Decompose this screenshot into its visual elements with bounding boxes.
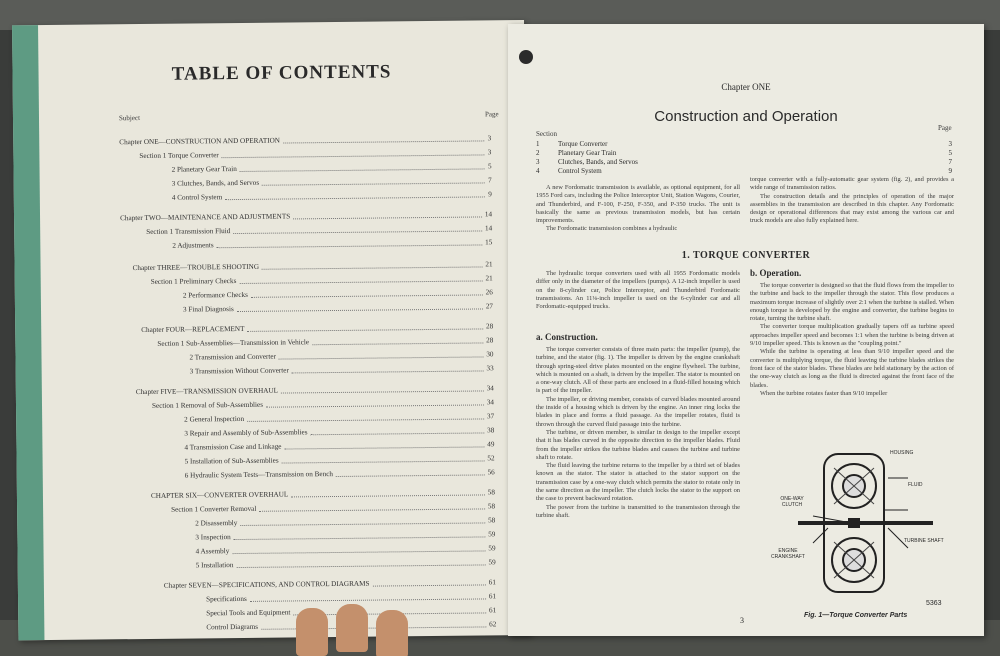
section-row <box>536 158 952 167</box>
toc-entry-page: 61 <box>488 592 497 601</box>
toc-entry-page: 15 <box>485 238 493 247</box>
torque-converter-figure <box>758 448 958 598</box>
toc-leader-dots <box>259 502 485 511</box>
toc-entry-page: 56 <box>487 468 495 477</box>
toc-entry-page: 38 <box>487 426 495 435</box>
toc-row <box>183 302 493 315</box>
section-heading: 1. TORQUE CONVERTER <box>681 250 811 261</box>
body-paragraph: The hydraulic torque converters used with all 1955 Fordomatic models differ only in the diameter of the impellers (pumps). A 12-inch impeller is used on the 8-cylinder car, Police Interceptor, and Thunderbird Fordomatic transmissions. An 11⅛-inch impeller is used on the 6-cylinder car and all Fordomatic-equipped trucks. <box>536 270 740 311</box>
section-title: Control System <box>558 167 602 175</box>
toc-leader-dots <box>240 516 485 526</box>
toc-leader-dots <box>247 322 483 331</box>
toc-row <box>184 412 494 425</box>
toc-entry-page: 34 <box>486 398 495 407</box>
toc-entry-title: Section 1 Preliminary Checks <box>150 277 237 286</box>
toc-entry-page: 61 <box>488 578 496 587</box>
toc-entry-title: 2 Performance Checks <box>182 290 248 300</box>
toc-row <box>196 544 496 557</box>
chapter-label: Chapter ONE <box>721 82 771 92</box>
toc-entry-title: 2 Disassembly <box>195 519 238 528</box>
toc-entry-title: 4 Assembly <box>195 547 230 556</box>
label-turbine-shaft: TURBINE SHAFT <box>904 538 944 544</box>
toc-leader-dots <box>250 592 486 601</box>
toc-entry-title: CHAPTER SIX—CONVERTER OVERHAUL <box>150 490 289 500</box>
toc-entry-page: 62 <box>489 620 497 629</box>
toc-row <box>151 488 495 502</box>
toc-row <box>171 502 495 515</box>
label-engine-crankshaft: ENGINE CRANKSHAFT <box>771 548 805 560</box>
toc-entry-page: 5 <box>487 162 492 171</box>
chapter-title: Construction and Operation <box>654 108 838 125</box>
right-page-chapter <box>508 24 984 636</box>
label-housing: HOUSING <box>890 450 914 456</box>
intro-paragraph: The construction details and the principles of operation of the major assemblies in the transmission are described in this chapter. Any Fordomatic design or operational differences that may exist among the various car and truck models are also fully explained here. <box>750 192 954 225</box>
toc-entry-page: 26 <box>485 288 493 297</box>
toc-entry-title: 4 Transmission Case and Linkage <box>184 442 282 452</box>
finger <box>336 604 368 652</box>
toc-row <box>146 224 492 238</box>
toc-leader-dots <box>282 454 485 463</box>
toc-leader-dots <box>217 238 483 248</box>
toc-leader-dots <box>232 544 485 554</box>
toc-leader-dots <box>281 384 484 393</box>
toc-entry-title: Section 1 Converter Removal <box>171 504 257 514</box>
toc-entry-title: Control Diagrams <box>206 622 259 632</box>
toc-leader-dots <box>261 620 486 629</box>
section-title: Clutches, Bands, and Servos <box>558 158 638 166</box>
body-paragraph: When the turbine rotates faster than 9/10 impeller <box>760 389 888 397</box>
body-paragraph: The turbine, or driven member, is similar in design to the impeller except that it has blades curved in the opposite direction to the impeller blades. Fluid from the impeller strikes the turbine blades and causes the turbine and turbine shaft to rotate. <box>536 428 740 461</box>
toc-entry-title: Section 1 Torque Converter <box>139 151 219 161</box>
toc-entry-page: 27 <box>485 302 494 311</box>
toc-row <box>195 516 495 529</box>
body-paragraph: The impeller, or driving member, consists of curved blades mounted around the inside of a housing which is driven by the engine. An inner ring locks the blades in place and forms a fluid passage. As the impeller rotates, fluid is thrown through the curved fluid passage into the turbine. <box>536 395 740 428</box>
toc-entry-title: Chapter ONE—CONSTRUCTION AND OPERATION <box>119 136 281 147</box>
intro-left-column <box>536 184 740 252</box>
toc-entry-page: 7 <box>488 176 492 185</box>
toc-entry-title: 5 Installation of Sub-Assemblies <box>184 456 279 466</box>
toc-row <box>119 134 491 148</box>
toc-entry-title: Chapter THREE—TROUBLE SHOOTING <box>132 262 260 273</box>
toc-row <box>190 364 494 377</box>
toc-entry-title: Section 1 Transmission Fluid <box>146 227 231 236</box>
toc-row <box>183 288 493 301</box>
section-page: 7 <box>948 158 952 166</box>
section-page-header: Page <box>938 124 952 132</box>
toc-entry-title: Special Tools and Equipment <box>206 608 291 618</box>
toc-entry-title: 2 Planetary Gear Train <box>171 165 237 174</box>
toc-row <box>172 176 492 189</box>
toc-subject-header: Subject <box>118 114 141 123</box>
toc-entry-title: 2 Adjustments <box>172 241 214 250</box>
toc-row <box>151 274 493 288</box>
toc-entry-title: Chapter FIVE—TRANSMISSION OVERHAUL <box>135 386 279 397</box>
toc-entry-title: 2 Transmission and Converter <box>189 352 277 362</box>
toc-leader-dots <box>291 488 485 497</box>
toc-entry-title: 3 Inspection <box>195 533 231 542</box>
toc-entry-page: 34 <box>486 384 494 393</box>
section-row <box>536 140 952 149</box>
toc-leader-dots <box>237 302 483 312</box>
toc-row <box>172 190 492 203</box>
toc-leader-dots <box>312 336 483 345</box>
section-number: 3 <box>536 158 540 166</box>
toc-leader-dots <box>247 412 484 421</box>
section-page: 3 <box>948 140 952 148</box>
section-row <box>536 167 952 176</box>
section-title: Planetary Gear Train <box>558 149 617 157</box>
toc-entry-title: Specifications <box>206 594 247 604</box>
figure-number: 5363 <box>926 600 942 607</box>
subheading-construction: a. Construction. <box>536 332 598 342</box>
body-paragraph: The power from the turbine is transmitted to the transmission through the turbine shaft. <box>536 503 740 519</box>
toc-leader-dots <box>336 468 485 477</box>
toc-leader-dots <box>262 176 485 185</box>
construction-column <box>536 346 740 616</box>
toc-entry-page: 49 <box>487 440 495 449</box>
binder-hole <box>519 50 533 64</box>
toc-title: TABLE OF CONTENTS <box>171 61 392 85</box>
label-fluid: FLUID <box>908 482 923 488</box>
intro-right-column <box>750 176 954 252</box>
torque-intro-column <box>536 270 740 328</box>
toc-leader-dots <box>372 578 485 586</box>
toc-row <box>189 350 493 363</box>
toc-leader-dots <box>222 148 485 158</box>
toc-row <box>196 558 496 571</box>
body-paragraph: While the turbine is operating at less than 9/10 impeller speed and the converter is multiplying torque, the fluid leaving the turbine blades strikes the front face of the stator blades. These blades are held stationary by the action of the one-way clutch as long as the fluid is directed against the front face of the blades. <box>750 348 954 389</box>
toc-leader-dots <box>279 350 483 359</box>
intro-paragraph: The Fordomatic transmission combines a hydraulic <box>546 225 678 233</box>
toc-leader-dots <box>225 190 485 200</box>
toc-row <box>185 454 495 467</box>
operation-column <box>750 282 954 444</box>
toc-leader-dots <box>310 426 484 435</box>
intro-paragraph: torque converter with a fully-automatic gear system (fig. 2), and provides a wide range of transmission ratios. <box>750 176 954 192</box>
toc-leader-dots <box>266 398 484 407</box>
toc-entry-title: 5 Installation <box>195 561 234 570</box>
toc-entry-page: 37 <box>486 412 495 421</box>
toc-entry-page: 9 <box>488 190 492 199</box>
toc-row <box>152 398 494 412</box>
toc-entry-page: 59 <box>488 544 496 553</box>
page-number: 3 <box>740 616 744 625</box>
toc-entry-page: 28 <box>485 322 494 331</box>
finger <box>376 610 408 656</box>
toc-entry-page: 3 <box>487 148 492 157</box>
toc-entry-page: 28 <box>486 336 494 345</box>
toc-entry-page: 58 <box>488 516 496 525</box>
toc-leader-dots <box>262 260 482 269</box>
toc-row <box>172 162 492 175</box>
toc-entry-title: 4 Control System <box>171 193 223 202</box>
toc-row <box>141 322 493 336</box>
left-page-toc <box>12 20 530 640</box>
toc-row <box>195 530 495 543</box>
section-row <box>536 149 952 158</box>
toc-leader-dots <box>234 530 486 540</box>
toc-entry-title: Chapter TWO—MAINTENANCE AND ADJUSTMENTS <box>120 212 291 223</box>
toc-entry-title: Chapter FOUR—REPLACEMENT <box>141 324 245 335</box>
toc-entry-page: 3 <box>487 134 492 143</box>
toc-row <box>157 336 493 350</box>
toc-entry-title: 3 Transmission Without Converter <box>189 366 289 376</box>
toc-entry-title: Section 1 Sub-Assemblies—Transmission in Vehicle <box>157 338 310 348</box>
toc-leader-dots <box>284 440 484 449</box>
toc-leader-dots <box>251 288 483 297</box>
toc-row <box>184 440 494 453</box>
toc-row <box>120 210 492 224</box>
toc-entry-page: 14 <box>484 210 493 219</box>
toc-entry-title: 6 Hydraulic System Tests—Transmission on Bench <box>184 470 334 480</box>
one-way-clutch-block <box>848 518 860 528</box>
subheading-operation: b. Operation. <box>750 268 802 278</box>
toc-entry-title: 3 Clutches, Bands, and Servos <box>171 178 260 188</box>
finger <box>296 608 328 656</box>
toc-entry-title: Chapter SEVEN—SPECIFICATIONS, AND CONTROL DIAGRAMS <box>163 579 370 590</box>
figure-caption: Fig. 1—Torque Converter Parts <box>804 612 908 619</box>
section-number: 2 <box>536 149 540 157</box>
toc-entry-page: 58 <box>487 502 496 511</box>
toc-leader-dots <box>233 224 482 234</box>
toc-leader-dots <box>293 210 482 219</box>
section-header: Section <box>536 130 557 138</box>
toc-entry-page: 30 <box>486 350 494 359</box>
toc-entry-page: 61 <box>488 606 497 615</box>
body-paragraph: The torque converter is designed so that the fluid flows from the impeller to the turbine and back to the impeller through the stator. This flow produces a maximum torque increase of slightly over 2:1 when the turbine is stalled. When enough torque is developed by the engine and converter, the turbine begins to rotate, turning the turbine shaft. <box>750 282 954 323</box>
toc-entry-title: 3 Repair and Assembly of Sub-Assemblies <box>184 428 308 438</box>
toc-entry-title: 2 General Inspection <box>184 414 245 424</box>
section-page: 9 <box>948 167 952 175</box>
toc-page-header: Page <box>484 110 499 119</box>
toc-entry-title: Section 1 Removal of Sub-Assemblies <box>151 400 264 410</box>
toc-entry-page: 21 <box>485 274 493 283</box>
toc-leader-dots <box>239 274 482 284</box>
section-page: 5 <box>948 149 952 157</box>
toc-entry-page: 21 <box>485 260 493 269</box>
section-title: Torque Converter <box>558 140 608 148</box>
toc-entry-title: 3 Final Diagnosis <box>182 305 234 314</box>
body-paragraph: The torque converter consists of three main parts: the impeller (pump), the turbine, and the stator (fig. 1). The impeller is driven by the engine crankshaft through spring-steel drive plates mounted on the engine flywheel. The turbine, which is mounted on a shaft, is driven by the impeller. The stator is mounted on a one-way clutch. All of these parts are enclosed in a fluid-filled housing which is part of the impeller. <box>536 346 740 395</box>
label-one-way-clutch: ONE-WAY CLUTCH <box>780 496 804 508</box>
body-paragraph: The converter torque multiplication gradually tapers off as turbine speed approaches impeller speed and becomes 1:1 when the turbine is being driven at 9/10 impeller speed. This is known as the "coupling point." <box>750 323 954 348</box>
toc-entry-page: 33 <box>486 364 494 373</box>
toc-entry-page: 59 <box>488 558 496 567</box>
toc-leader-dots <box>292 364 484 373</box>
section-number: 1 <box>536 140 540 148</box>
toc-leader-dots <box>236 558 485 568</box>
toc-entry-page: 14 <box>484 224 493 233</box>
toc-row <box>164 578 496 591</box>
toc-row <box>136 384 494 398</box>
toc-entry-page: 58 <box>487 488 495 497</box>
section-number: 4 <box>536 167 540 175</box>
toc-row <box>133 260 493 274</box>
body-paragraph: The fluid leaving the turbine returns to the impeller by a third set of blades known as the stator. The stator is attached to the stator support on the transmission case by a one-way clutch which permits the stator to rotate only in the same direction as the impeller. The clutch locks the stator to the support on the case to prevent backward rotation. <box>536 462 740 503</box>
toc-row <box>184 426 494 439</box>
intro-paragraph: A new Fordomatic transmission is available, as optional equipment, for all 1955 Ford cars, including the Police Interceptor Unit, Station Wagons, Courier, and Thunderbird, and F-100, F-250, F-350, and P-350 trucks. The unit is basically the same as previous transmission models, but has certain improvements. <box>536 184 740 225</box>
toc-row <box>185 468 495 481</box>
toc-leader-dots <box>283 134 485 143</box>
toc-entry-page: 59 <box>488 530 496 539</box>
toc-row <box>172 238 492 251</box>
toc-entry-page: 52 <box>487 454 495 463</box>
leader-line <box>813 528 828 543</box>
toc-leader-dots <box>240 162 485 172</box>
toc-row <box>139 148 491 162</box>
